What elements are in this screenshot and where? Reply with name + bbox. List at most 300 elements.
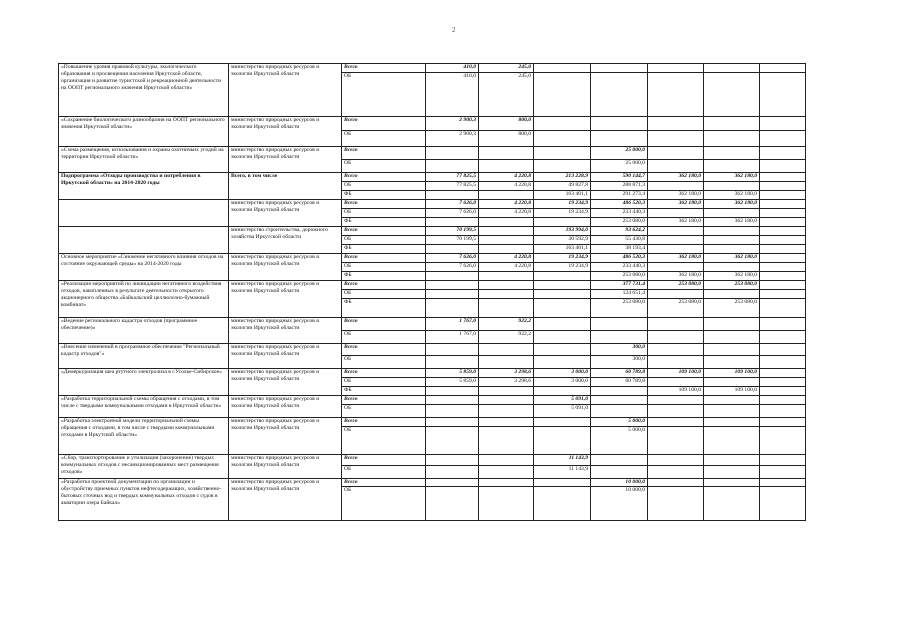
table-row <box>59 147 806 160</box>
executor-cell: министерство природных ресурсов и экологии Иркутской области <box>229 200 342 227</box>
amount-cell <box>704 227 760 236</box>
amount-cell: 30 592,9 <box>534 236 591 245</box>
amount-cell <box>591 64 648 73</box>
amount-cell: 4 220,8 <box>479 254 534 263</box>
amount-cell <box>648 356 704 369</box>
amount-cell <box>648 147 704 160</box>
amount-cell <box>648 263 704 272</box>
amount-cell <box>426 290 479 299</box>
amount-cell <box>704 487 760 521</box>
activity-name-cell <box>59 200 229 227</box>
amount-cell: 410,0 <box>426 73 479 117</box>
funding-source-cell: ОБ <box>342 427 426 455</box>
amount-cell: 19 234,9 <box>534 254 591 263</box>
amount-cell <box>534 147 591 160</box>
amount-cell <box>479 227 534 236</box>
activity-name-cell: «Реализация мероприятий по ликвидации негативного воздействия отходов, накопленных в результате деятельности открытого акционерного общества «Байкальский целлюлозно-бумажный комбинат» <box>59 281 229 318</box>
amount-cell: 60 789,8 <box>591 378 648 387</box>
amount-cell <box>648 73 704 117</box>
funding-source-cell: ОБ <box>342 182 426 191</box>
amount-cell: 7 626,0 <box>426 209 479 218</box>
amount-cell: 3 000,0 <box>534 369 591 378</box>
amount-cell <box>534 281 591 290</box>
amount-cell: 362 180,0 <box>648 254 704 263</box>
amount-cell <box>479 396 534 405</box>
amount-cell <box>591 387 648 396</box>
amount-cell <box>426 466 479 479</box>
table-row <box>59 281 806 290</box>
amount-cell <box>648 344 704 356</box>
amount-cell: 362 180,0 <box>704 218 760 227</box>
amount-cell: 291 273,4 <box>591 191 648 200</box>
funding-source-cell: Всего <box>342 227 426 236</box>
amount-cell: 4 220,8 <box>479 263 534 272</box>
amount-cell <box>534 487 591 521</box>
funding-source-cell: ОБ <box>342 331 426 344</box>
executor-cell: министерство природных ресурсов и экологии Иркутской области <box>229 117 342 147</box>
amount-cell: 253 080,0 <box>591 299 648 318</box>
amount-cell <box>648 64 704 73</box>
amount-cell <box>426 160 479 173</box>
funding-source-cell: ОБ <box>342 263 426 272</box>
amount-cell: 93 624,2 <box>591 227 648 236</box>
amount-cell <box>479 236 534 245</box>
amount-cell <box>591 331 648 344</box>
amount-cell <box>760 331 806 344</box>
amount-cell <box>591 318 648 331</box>
amount-cell: 362 180,0 <box>704 272 760 281</box>
amount-cell: 193 994,0 <box>534 227 591 236</box>
table-row <box>59 254 806 263</box>
amount-cell: 70 199,5 <box>426 227 479 236</box>
amount-cell: 124 651,4 <box>591 290 648 299</box>
table-row <box>59 318 806 331</box>
amount-cell <box>648 160 704 173</box>
funding-source-cell: Всего <box>342 455 426 466</box>
amount-cell <box>534 299 591 318</box>
amount-cell <box>648 466 704 479</box>
activity-name-cell: «Внесение изменений в программное обеспечение "Региональный кадастр отходов"» <box>59 344 229 369</box>
amount-cell <box>591 117 648 131</box>
amount-cell: 233 440,3 <box>591 209 648 218</box>
amount-cell <box>704 147 760 160</box>
amount-cell: 70 199,5 <box>426 236 479 245</box>
amount-cell: 19 234,9 <box>534 263 591 272</box>
amount-cell <box>648 117 704 131</box>
amount-cell <box>760 356 806 369</box>
amount-cell <box>704 236 760 245</box>
funding-source-cell: ОБ <box>342 73 426 117</box>
funding-source-cell: Всего <box>342 479 426 487</box>
amount-cell <box>760 405 806 418</box>
amount-cell <box>704 427 760 455</box>
activity-name-cell: «Разработка территориальной схемы обращения с отходами, в том числе с твердыми коммунальными отходами в Иркутской области» <box>59 396 229 418</box>
amount-cell <box>704 263 760 272</box>
amount-cell <box>426 479 479 487</box>
budget-table <box>58 63 806 521</box>
table-row <box>59 173 806 182</box>
amount-cell <box>426 281 479 290</box>
amount-cell <box>704 209 760 218</box>
amount-cell: 800,0 <box>479 131 534 147</box>
amount-cell <box>704 73 760 117</box>
amount-cell <box>426 191 479 200</box>
amount-cell <box>760 378 806 387</box>
activity-name-cell: «Сбор, транспортирование и утилизация (захоронение) твердых коммунальных отходов с несанкционированных мест размещения отходов» <box>59 455 229 479</box>
amount-cell <box>534 318 591 331</box>
amount-cell: 3 298,6 <box>479 378 534 387</box>
executor-cell: министерство природных ресурсов и экологии Иркутской области <box>229 479 342 521</box>
amount-cell: 109 100,0 <box>704 387 760 396</box>
amount-cell <box>760 209 806 218</box>
amount-cell <box>760 254 806 263</box>
amount-cell: 5 091,0 <box>534 405 591 418</box>
amount-cell: 362 180,0 <box>704 200 760 209</box>
amount-cell: 109 100,0 <box>704 369 760 378</box>
amount-cell <box>704 378 760 387</box>
amount-cell <box>704 418 760 427</box>
amount-cell <box>760 200 806 209</box>
amount-cell <box>534 387 591 396</box>
amount-cell <box>479 281 534 290</box>
amount-cell <box>534 64 591 73</box>
executor-cell: министерство природных ресурсов и экологии Иркутской области <box>229 418 342 455</box>
funding-source-cell: ФБ <box>342 299 426 318</box>
funding-source-cell: ФБ <box>342 191 426 200</box>
executor-cell: министерство природных ресурсов и экологии Иркутской области <box>229 254 342 281</box>
funding-source-cell: Всего <box>342 64 426 73</box>
table-row <box>59 418 806 427</box>
funding-source-cell: ОБ <box>342 356 426 369</box>
funding-source-cell: Всего <box>342 200 426 209</box>
amount-cell <box>648 479 704 487</box>
amount-cell <box>591 405 648 418</box>
amount-cell <box>479 479 534 487</box>
amount-cell: 410,0 <box>426 64 479 73</box>
table-row <box>59 117 806 131</box>
amount-cell: 362 180,0 <box>648 200 704 209</box>
amount-cell: 11 143,9 <box>534 455 591 466</box>
activity-name-cell: Основное мероприятие «Снижение негативного влияния отходов на состояние окружающей среды» на 2014-2020 годы <box>59 254 229 281</box>
amount-cell <box>760 396 806 405</box>
amount-cell <box>648 318 704 331</box>
amount-cell <box>534 344 591 356</box>
amount-cell: 253 080,0 <box>648 281 704 290</box>
amount-cell <box>648 405 704 418</box>
amount-cell: 362 180,0 <box>704 254 760 263</box>
amount-cell: 7 626,0 <box>426 200 479 209</box>
amount-cell <box>479 466 534 479</box>
table-row <box>59 479 806 487</box>
amount-cell: 60 789,8 <box>591 369 648 378</box>
amount-cell <box>534 73 591 117</box>
amount-cell: 49 827,8 <box>534 182 591 191</box>
amount-cell: 19 234,9 <box>534 209 591 218</box>
amount-cell <box>479 418 534 427</box>
funding-source-cell: Всего <box>342 254 426 263</box>
amount-cell <box>704 466 760 479</box>
funding-source-cell: ОБ <box>342 378 426 387</box>
amount-cell: 253 080,0 <box>591 218 648 227</box>
amount-cell: 922,2 <box>479 331 534 344</box>
amount-cell: 163 401,1 <box>534 191 591 200</box>
funding-source-cell: Всего <box>342 147 426 160</box>
amount-cell <box>534 418 591 427</box>
amount-cell <box>479 356 534 369</box>
amount-cell: 288 871,3 <box>591 182 648 191</box>
amount-cell <box>591 466 648 479</box>
funding-source-cell: ОБ <box>342 160 426 173</box>
amount-cell: 1 767,0 <box>426 318 479 331</box>
amount-cell <box>534 218 591 227</box>
amount-cell <box>760 281 806 290</box>
amount-cell: 362 180,0 <box>648 173 704 182</box>
amount-cell <box>760 73 806 117</box>
funding-source-cell: ФБ <box>342 218 426 227</box>
amount-cell: 253 080,0 <box>704 281 760 290</box>
amount-cell: 3 000,0 <box>534 378 591 387</box>
funding-source-cell: Всего <box>342 318 426 331</box>
amount-cell <box>479 299 534 318</box>
amount-cell <box>426 218 479 227</box>
amount-cell: 5 000,0 <box>591 418 648 427</box>
amount-cell <box>479 405 534 418</box>
amount-cell: 2 900,3 <box>426 131 479 147</box>
amount-cell: 253 080,0 <box>704 299 760 318</box>
executor-cell: министерство природных ресурсов и экологии Иркутской области <box>229 369 342 396</box>
funding-source-cell: ОБ <box>342 131 426 147</box>
amount-cell: 25 000,0 <box>591 160 648 173</box>
table-row <box>59 455 806 466</box>
amount-cell <box>534 331 591 344</box>
funding-source-cell: ФБ <box>342 272 426 281</box>
amount-cell <box>704 356 760 369</box>
amount-cell <box>648 378 704 387</box>
funding-source-cell: Всего <box>342 369 426 378</box>
amount-cell: 19 234,9 <box>534 200 591 209</box>
amount-cell <box>760 427 806 455</box>
amount-cell: 2 900,3 <box>426 117 479 131</box>
amount-cell: 109 100,0 <box>648 387 704 396</box>
executor-cell: министерство строительства, дорожного хозяйства Иркутской области <box>229 227 342 254</box>
amount-cell <box>426 455 479 466</box>
amount-cell <box>591 455 648 466</box>
amount-cell <box>426 147 479 160</box>
amount-cell <box>760 131 806 147</box>
amount-cell <box>704 455 760 466</box>
amount-cell <box>704 318 760 331</box>
executor-cell: министерство природных ресурсов и экологии Иркутской области <box>229 318 342 344</box>
amount-cell <box>534 290 591 299</box>
amount-cell: 362 180,0 <box>648 218 704 227</box>
amount-cell <box>760 218 806 227</box>
amount-cell <box>648 487 704 521</box>
amount-cell <box>479 427 534 455</box>
amount-cell: 590 144,7 <box>591 173 648 182</box>
funding-source-cell: Всего <box>342 281 426 290</box>
amount-cell <box>760 64 806 73</box>
amount-cell <box>426 396 479 405</box>
amount-cell <box>760 160 806 173</box>
amount-cell <box>534 272 591 281</box>
amount-cell: 377 731,4 <box>591 281 648 290</box>
amount-cell <box>479 272 534 281</box>
amount-cell: 77 825,5 <box>426 182 479 191</box>
amount-cell <box>648 455 704 466</box>
activity-name-cell: «Повышение уровня правовой культуры, экологического образования и просвещения населения Иркутской области, организация и развитие туристской и рекреационной деятельности на ООПТ регионального значения Иркутской области» <box>59 64 229 117</box>
funding-source-cell: Всего <box>342 117 426 131</box>
amount-cell <box>426 356 479 369</box>
executor-cell: министерство природных ресурсов и экологии Иркутской области <box>229 344 342 369</box>
amount-cell: 300,0 <box>591 344 648 356</box>
amount-cell <box>648 331 704 344</box>
amount-cell <box>760 272 806 281</box>
amount-cell <box>534 160 591 173</box>
amount-cell: 7 626,0 <box>426 254 479 263</box>
activity-name-cell <box>59 227 229 254</box>
amount-cell <box>760 487 806 521</box>
funding-source-cell: Всего <box>342 396 426 405</box>
amount-cell <box>479 455 534 466</box>
amount-cell <box>426 344 479 356</box>
executor-cell: министерство природных ресурсов и экологии Иркутской области <box>229 147 342 173</box>
amount-cell: 362 180,0 <box>704 191 760 200</box>
amount-cell <box>760 147 806 160</box>
amount-cell: 486 520,3 <box>591 200 648 209</box>
amount-cell: 362 180,0 <box>648 272 704 281</box>
amount-cell <box>426 487 479 521</box>
amount-cell <box>648 236 704 245</box>
amount-cell <box>760 290 806 299</box>
amount-cell: 25 000,0 <box>591 147 648 160</box>
amount-cell: 253 080,0 <box>591 272 648 281</box>
amount-cell <box>760 236 806 245</box>
amount-cell: 300,0 <box>591 356 648 369</box>
amount-cell: 922,2 <box>479 318 534 331</box>
amount-cell <box>648 245 704 254</box>
amount-cell <box>760 418 806 427</box>
funding-source-cell: ОБ <box>342 236 426 245</box>
amount-cell <box>648 209 704 218</box>
funding-source-cell: Всего <box>342 418 426 427</box>
funding-source-cell: ФБ <box>342 245 426 254</box>
amount-cell <box>704 131 760 147</box>
amount-cell: 4 220,8 <box>479 209 534 218</box>
funding-source-cell: Всего <box>342 173 426 182</box>
amount-cell <box>704 344 760 356</box>
amount-cell: 1 767,0 <box>426 331 479 344</box>
amount-cell <box>534 356 591 369</box>
funding-source-cell: ФБ <box>342 387 426 396</box>
amount-cell: 362 180,0 <box>648 191 704 200</box>
amount-cell <box>648 427 704 455</box>
amount-cell <box>479 245 534 254</box>
amount-cell <box>591 131 648 147</box>
amount-cell <box>704 331 760 344</box>
amount-cell <box>704 396 760 405</box>
table-row <box>59 369 806 378</box>
amount-cell: 55 430,8 <box>591 236 648 245</box>
activity-name-cell: «Ведение регионального кадастра отходов (программное обеспечение)» <box>59 318 229 344</box>
amount-cell <box>591 73 648 117</box>
table-row <box>59 396 806 405</box>
activity-name-cell: «Демеркуризация шеа ртутного электролиза в г.Усолье-Сибирское» <box>59 369 229 396</box>
amount-cell <box>760 263 806 272</box>
amount-cell <box>760 173 806 182</box>
amount-cell <box>704 182 760 191</box>
amount-cell <box>648 396 704 405</box>
amount-cell <box>479 290 534 299</box>
amount-cell: 11 143,9 <box>534 466 591 479</box>
amount-cell: 5 000,0 <box>591 427 648 455</box>
amount-cell <box>704 290 760 299</box>
amount-cell: 233 440,3 <box>591 263 648 272</box>
executor-cell: Всего, в том числе <box>229 173 342 200</box>
amount-cell: 5 091,0 <box>534 396 591 405</box>
amount-cell: 163 401,1 <box>534 245 591 254</box>
amount-cell <box>479 191 534 200</box>
amount-cell <box>704 245 760 254</box>
amount-cell <box>704 117 760 131</box>
amount-cell <box>760 299 806 318</box>
amount-cell <box>648 131 704 147</box>
amount-cell <box>591 396 648 405</box>
amount-cell <box>760 479 806 487</box>
amount-cell <box>760 387 806 396</box>
funding-source-cell: ОБ <box>342 209 426 218</box>
executor-cell: министерство природных ресурсов и экологии Иркутской области <box>229 455 342 479</box>
amount-cell <box>426 387 479 396</box>
executor-cell: министерство природных ресурсов и экологии Иркутской области <box>229 396 342 418</box>
amount-cell: 7 626,0 <box>426 263 479 272</box>
activity-name-cell: «Разработка проектной документации по организации и обустройству приемных пунктов нефтесодержащих, хозяйственно-бытовых сточных вод и твердых коммунальных отходов с судов в акватории озера Байкал» <box>59 479 229 521</box>
amount-cell <box>479 344 534 356</box>
amount-cell <box>760 191 806 200</box>
amount-cell <box>426 299 479 318</box>
amount-cell: 10 000,0 <box>591 487 648 521</box>
funding-source-cell: ОБ <box>342 487 426 521</box>
activity-name-cell: «Схема размещения, использования и охраны охотничьих угодий на территории Иркутской области» <box>59 147 229 173</box>
funding-source-cell: ОБ <box>342 405 426 418</box>
amount-cell <box>426 405 479 418</box>
activity-name-cell: «Разработка электронной модели территориальной схемы обращения с отходами, в том числе с твердыми коммунальными отходами в Иркутской области» <box>59 418 229 455</box>
amount-cell: 213 228,9 <box>534 173 591 182</box>
amount-cell <box>760 117 806 131</box>
table-row <box>59 344 806 356</box>
amount-cell: 253 080,0 <box>648 299 704 318</box>
amount-cell <box>426 418 479 427</box>
amount-cell <box>534 479 591 487</box>
amount-cell <box>760 227 806 236</box>
amount-cell <box>648 418 704 427</box>
funding-source-cell: ОБ <box>342 466 426 479</box>
amount-cell: 109 100,0 <box>648 369 704 378</box>
amount-cell: 77 825,5 <box>426 173 479 182</box>
amount-cell <box>534 117 591 131</box>
amount-cell <box>479 487 534 521</box>
amount-cell: 486 520,3 <box>591 254 648 263</box>
amount-cell <box>704 405 760 418</box>
amount-cell: 4 220,8 <box>479 200 534 209</box>
amount-cell <box>534 427 591 455</box>
amount-cell: 3 298,6 <box>479 369 534 378</box>
amount-cell <box>704 479 760 487</box>
amount-cell: 5 859,0 <box>426 378 479 387</box>
activity-name-cell: Подпрограмма «Отходы производства и потребления в Иркутской области» на 2014-2020 годы <box>59 173 229 200</box>
amount-cell <box>760 182 806 191</box>
activity-name-cell: «Сохранение биологического разнообразия на ООПТ регионального значения Иркутской области» <box>59 117 229 147</box>
funding-source-cell: ОБ <box>342 290 426 299</box>
